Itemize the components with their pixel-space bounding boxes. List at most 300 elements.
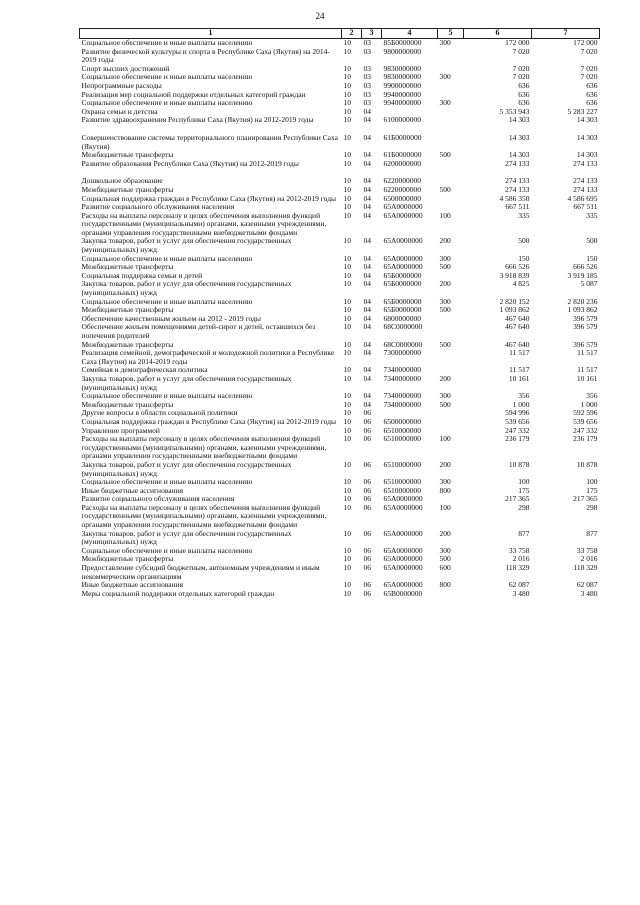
row-section: 10 (343, 106, 351, 116)
row-target-code: 7300000000 (383, 348, 421, 358)
row-name: Закупка товаров, работ и услуг для обеспечения государственных (муниципальных) нужд (81, 279, 292, 298)
row-amount-year1: 100 (518, 477, 530, 487)
row-subsection: 04 (363, 262, 371, 272)
row-amount-year1: 14 303 (508, 132, 530, 142)
row-amount-year2: 118 329 (573, 563, 598, 573)
row-section: 10 (343, 494, 351, 504)
row-name: Иные бюджетные ассигнования (81, 485, 184, 495)
row-target-code: 65А0000000 (383, 253, 423, 263)
table-row (80, 212, 600, 238)
row-amount-year1: 335 (518, 210, 530, 220)
row-amount-year2: 62 087 (576, 580, 598, 590)
row-amount-year2: 175 (586, 485, 598, 495)
row-name: Расходы на выплаты персоналу в целях обеспечения выполнения функций государственными (муниципальными) органами, казенными учреждениями, органами управления государственными внебюджетными фондами (81, 502, 327, 530)
row-subsection: 06 (363, 425, 371, 435)
row-name: Межбюджетные трансферты (81, 262, 174, 272)
row-subsection: 03 (363, 46, 371, 56)
row-subsection: 04 (363, 296, 371, 306)
row-expense-type: 100 (439, 210, 451, 220)
row-amount-year2: 298 (586, 502, 598, 512)
row-subsection: 03 (363, 72, 371, 82)
row-section: 10 (343, 416, 351, 426)
row-section: 10 (343, 459, 351, 469)
row-expense-type (438, 418, 464, 427)
table-row (80, 375, 600, 392)
row-amount-year1: 636 (518, 98, 530, 108)
row-name: Расходы на выплаты персоналу в целях обеспечения выполнения функций государственными (муниципальными) органами, казенными учреждениями, органами управления государственными внебюджетными фондами (81, 434, 327, 461)
row-expense-type: 500 (439, 262, 451, 272)
row-subsection: 04 (363, 322, 371, 332)
row-name: Развитие образования Республики Саха (Якутия) на 2012-2019 годы (81, 158, 299, 168)
row-name: Межбюджетные трансферты (81, 150, 174, 160)
row-amount-year1: 62 087 (508, 580, 530, 590)
row-section: 10 (343, 262, 351, 272)
row-expense-type (438, 349, 464, 366)
row-name: Реализация семейной, демографической и молодежной политики в Республике Саха (Якутия) на 2014-2019 годы (81, 348, 335, 366)
row-expense-type: 800 (439, 485, 451, 495)
row-expense-type: 800 (439, 580, 451, 590)
row-amount-year1: 877 (518, 528, 530, 538)
row-section: 10 (343, 279, 351, 289)
row-subsection: 06 (363, 554, 371, 564)
row-amount-year1: 666 526 (505, 262, 530, 272)
row-amount-year2: 636 (586, 89, 598, 99)
row-expense-type (438, 82, 464, 91)
row-subsection: 04 (363, 132, 371, 142)
row-section: 10 (343, 46, 351, 56)
row-target-code: 9900000000 (383, 80, 421, 90)
row-section: 10 (343, 580, 351, 590)
row-amount-year1: 7 020 (512, 72, 530, 82)
row-amount-year2: 14 303 (576, 115, 598, 125)
row-expense-type (438, 590, 464, 599)
row-name: Социальное обеспечение и иные выплаты населению (81, 253, 253, 263)
row-section: 10 (343, 373, 351, 383)
row-amount-year2: 335 (586, 210, 598, 220)
row-expense-type: 200 (439, 373, 451, 383)
row-subsection: 06 (363, 563, 371, 573)
row-section: 10 (343, 176, 351, 186)
row-section: 10 (343, 425, 351, 435)
row-section: 10 (343, 391, 351, 401)
row-subsection: 04 (363, 193, 371, 203)
row-name: Другие вопросы в области социальной политики (81, 408, 238, 418)
row-amount-year2: 1 093 862 (567, 305, 598, 315)
table-row (80, 435, 600, 461)
row-target-code: 65Б0000000 (383, 279, 422, 289)
row-section: 10 (343, 184, 351, 194)
table-row (80, 280, 600, 297)
row-target-code: 6510000000 (383, 477, 421, 487)
row-target-code: 6510000000 (383, 425, 421, 435)
row-name: Закупка товаров, работ и услуг для обеспечения государственных (муниципальных) нужд (81, 373, 292, 392)
row-target-code: 65А0000000 (383, 554, 423, 564)
row-amount-year2: 7 020 (580, 63, 598, 73)
row-amount-year2: 14 303 (576, 132, 598, 142)
row-name: Реализация мер социальной поддержки отдельных категорий граждан (81, 89, 306, 99)
row-amount-year1: 5 353 943 (499, 106, 530, 116)
row-amount-year2: 539 656 (573, 416, 598, 426)
row-expense-type (438, 409, 464, 418)
row-subsection: 04 (363, 399, 371, 409)
row-expense-type: 600 (439, 563, 451, 573)
row-amount-year1: 274 133 (505, 158, 530, 168)
row-amount-year2: 5 087 (580, 279, 598, 289)
row-name: Межбюджетные трансферты (81, 305, 174, 315)
row-amount-year1: 236 179 (505, 434, 530, 444)
row-target-code: 65А0000000 (383, 563, 423, 573)
row-amount-year2: 11 517 (577, 365, 598, 375)
row-target-code: 7340000000 (383, 391, 421, 401)
row-section: 10 (343, 502, 351, 512)
row-amount-year1: 467 640 (505, 313, 530, 323)
row-section: 10 (343, 132, 351, 142)
row-section: 10 (343, 434, 351, 444)
row-amount-year2: 236 179 (573, 434, 598, 444)
row-amount-year1: 356 (518, 391, 530, 401)
row-subsection: 04 (363, 236, 371, 246)
row-name: Развитие здравоохранения Республики Саха (Якутия) на 2012-2019 годы (81, 115, 314, 125)
row-amount-year2: 7 020 (580, 46, 598, 56)
row-expense-type: 200 (439, 236, 451, 246)
row-subsection: 04 (363, 210, 371, 220)
row-amount-year1: 3 918 839 (499, 270, 530, 280)
row-expense-type: 100 (439, 434, 451, 444)
table-row (80, 504, 600, 530)
row-amount-year2: 10 161 (576, 373, 598, 383)
row-amount-year2: 11 517 (577, 348, 598, 358)
row-amount-year1: 11 517 (509, 365, 530, 375)
row-expense-type (438, 323, 464, 340)
table-row (80, 116, 600, 125)
row-amount-year1: 539 656 (505, 416, 530, 426)
row-amount-year2: 396 579 (573, 339, 598, 349)
row-amount-year1: 467 640 (505, 339, 530, 349)
row-amount-year1: 14 303 (508, 115, 530, 125)
row-name: Иные бюджетные ассигнования (81, 580, 184, 590)
row-target-code: 6500000000 (383, 416, 421, 426)
row-amount-year2: 150 (586, 253, 598, 263)
row-subsection: 06 (363, 545, 371, 555)
row-amount-year1: 500 (518, 236, 530, 246)
table-header-row (80, 29, 600, 39)
row-target-code: 6500000000 (383, 193, 421, 203)
row-section: 10 (343, 348, 351, 358)
row-section: 10 (343, 202, 351, 212)
row-amount-year1: 7 020 (512, 46, 530, 56)
row-expense-type: 100 (439, 502, 451, 512)
row-subsection: 04 (363, 158, 371, 168)
row-expense-type: 300 (439, 72, 451, 82)
row-expense-type: 300 (439, 38, 451, 47)
row-target-code: 7340000000 (383, 365, 421, 375)
table-row (80, 323, 600, 340)
row-expense-type: 500 (439, 554, 451, 564)
row-amount-year2: 667 511 (573, 202, 598, 212)
row-section: 10 (343, 399, 351, 409)
row-name: Развитие социального обслуживания населения (81, 494, 235, 504)
row-target-code: 65А0000000 (383, 494, 423, 504)
table-row (80, 168, 600, 186)
table-row (80, 125, 600, 151)
row-expense-type (438, 168, 464, 186)
row-amount-year1: 33 758 (508, 545, 530, 555)
row-amount-year1: 2 820 152 (499, 296, 530, 306)
row-amount-year1: 594 996 (505, 408, 530, 418)
row-amount-year2: 636 (586, 80, 598, 90)
row-amount-year2: 3 480 (580, 588, 598, 598)
row-name: Дошкольное образование (81, 176, 163, 186)
row-subsection: 06 (363, 485, 371, 495)
row-expense-type (438, 125, 464, 151)
row-expense-type (438, 48, 464, 65)
row-target-code: 65В0000000 (383, 588, 423, 598)
row-target-code: 65А0000000 (383, 545, 423, 555)
header-col-5: 5 (438, 29, 464, 39)
row-amount-year1: 118 329 (505, 563, 530, 573)
row-subsection: 04 (363, 313, 371, 323)
row-amount-year1: 1 000 (512, 399, 530, 409)
row-subsection: 06 (363, 588, 371, 598)
row-name: Обеспечение качественным жильем на 2012 - 2019 годы (81, 313, 261, 323)
row-target-code: 6510000000 (383, 485, 421, 495)
row-expense-type: 300 (439, 98, 451, 108)
row-amount-year1: 4 586 350 (499, 193, 530, 203)
row-section: 10 (343, 305, 351, 315)
row-target-code: 6220000000 (383, 184, 421, 194)
row-name: Охрана семьи и детства (81, 106, 158, 116)
row-subsection: 04 (363, 339, 371, 349)
row-amount-year2: 396 579 (573, 313, 598, 323)
row-expense-type: 500 (439, 184, 451, 194)
table-row (80, 564, 600, 581)
row-target-code: 85Б0000000 (383, 38, 422, 47)
row-name: Социальная поддержка граждан в Республике Саха (Якутия) на 2012-2019 годы (81, 416, 337, 426)
row-amount-year2: 14 303 (576, 150, 598, 160)
row-section: 10 (343, 210, 351, 220)
row-section: 10 (343, 115, 351, 125)
row-subsection: 06 (363, 502, 371, 512)
row-target-code: 9830000000 (383, 63, 421, 73)
row-target-code: 6100000000 (383, 115, 421, 125)
row-subsection: 03 (363, 89, 371, 99)
row-section: 10 (343, 193, 351, 203)
row-amount-year1: 10 878 (508, 459, 530, 469)
header-col-4: 4 (382, 29, 438, 39)
row-section: 10 (343, 588, 351, 598)
row-amount-year2: 100 (586, 477, 598, 487)
row-section: 10 (343, 528, 351, 538)
row-amount-year2: 7 020 (580, 72, 598, 82)
row-subsection: 04 (363, 202, 371, 212)
row-target-code: 9940000000 (383, 89, 421, 99)
row-target-code: 68С0000000 (383, 322, 423, 332)
row-name: Социальное обеспечение и иные выплаты населению (81, 38, 253, 47)
row-amount-year1: 175 (518, 485, 530, 495)
row-section: 10 (343, 236, 351, 246)
row-subsection: 06 (363, 434, 371, 444)
table-row (80, 530, 600, 547)
row-subsection: 04 (363, 253, 371, 263)
row-amount-year1: 247 332 (505, 425, 530, 435)
row-expense-type (438, 160, 464, 169)
table-row (80, 48, 600, 65)
row-expense-type: 200 (439, 528, 451, 538)
row-amount-year1: 636 (518, 80, 530, 90)
row-target-code: 6200000000 (383, 158, 421, 168)
row-amount-year1: 667 511 (505, 202, 530, 212)
row-expense-type (438, 108, 464, 117)
row-section: 10 (343, 408, 351, 418)
table-row (80, 237, 600, 254)
row-name: Предоставление субсидий бюджетным, автономным учреждениям и иным некоммерческим организациям (81, 563, 320, 581)
header-col-6: 6 (464, 29, 532, 39)
row-expense-type: 200 (439, 459, 451, 469)
row-amount-year1: 298 (518, 502, 530, 512)
row-section: 10 (343, 485, 351, 495)
row-expense-type: 300 (439, 477, 451, 487)
row-target-code: 9800000000 (383, 46, 421, 56)
row-expense-type: 300 (439, 545, 451, 555)
row-target-code: 65Б0000000 (383, 305, 422, 315)
row-amount-year1: 7 020 (512, 63, 530, 73)
row-target-code: 65Б0000000 (383, 270, 422, 280)
row-name: Управление программой (81, 425, 160, 435)
row-amount-year2: 217 365 (573, 494, 598, 504)
row-expense-type: 500 (439, 305, 451, 315)
row-amount-year1: 636 (518, 89, 530, 99)
header-col-1: 1 (80, 29, 342, 39)
row-target-code: 65Б0000000 (383, 296, 422, 306)
row-amount-year1: 274 133 (505, 184, 530, 194)
row-expense-type: 300 (439, 253, 451, 263)
row-name: Межбюджетные трансферты (81, 339, 174, 349)
row-section: 10 (343, 150, 351, 160)
row-section: 10 (343, 477, 351, 487)
row-section: 10 (343, 563, 351, 573)
row-subsection: 04 (363, 184, 371, 194)
table-row (80, 349, 600, 366)
row-target-code: 65А0000000 (383, 580, 423, 590)
row-amount-year1: 3 480 (512, 588, 530, 598)
header-col-2: 2 (342, 29, 362, 39)
row-name: Непрограммные расходы (81, 80, 162, 90)
row-name: Социальное обеспечение и иные выплаты населению (81, 391, 253, 401)
row-expense-type: 200 (439, 279, 451, 289)
table-row (80, 461, 600, 478)
row-target-code: 61Б0000000 (383, 150, 422, 160)
row-name: Социальное обеспечение и иные выплаты населению (81, 545, 253, 555)
page-number: 24 (315, 11, 325, 21)
row-target-code: 7340000000 (383, 373, 421, 383)
row-target-code: 6510000000 (383, 459, 421, 469)
row-section: 10 (343, 296, 351, 306)
row-name: Совершенствование системы территориального планирования Республики Саха (Якутия) (81, 132, 338, 151)
row-section: 10 (343, 545, 351, 555)
row-subsection: 04 (363, 176, 371, 186)
row-subsection: 03 (363, 38, 371, 47)
row-subsection: 04 (363, 391, 371, 401)
row-expense-type: 500 (439, 150, 451, 160)
row-target-code: 65А0000000 (383, 502, 423, 512)
row-section: 10 (343, 554, 351, 564)
row-target-code: 65А0000000 (383, 236, 423, 246)
row-amount-year2: 247 332 (573, 425, 598, 435)
row-name: Закупка товаров, работ и услуг для обеспечения государственных (муниципальных) нужд (81, 528, 292, 547)
row-amount-year1: 467 640 (505, 322, 530, 332)
row-subsection: 03 (363, 63, 371, 73)
row-target-code: 65А0000000 (383, 202, 423, 212)
row-target-code: 65А0000000 (383, 210, 423, 220)
row-amount-year2: 10 878 (576, 459, 598, 469)
row-amount-year1: 172 000 (505, 38, 530, 47)
row-subsection: 03 (363, 98, 371, 108)
row-target-code: 61Б0000000 (383, 132, 422, 142)
row-section: 10 (343, 365, 351, 375)
row-amount-year1: 4 825 (512, 279, 530, 289)
row-name: Межбюджетные трансферты (81, 184, 174, 194)
row-subsection: 06 (363, 528, 371, 538)
row-expense-type (438, 195, 464, 204)
row-subsection: 04 (363, 106, 371, 116)
row-amount-year1: 274 133 (505, 176, 530, 186)
row-section: 10 (343, 270, 351, 280)
row-amount-year1: 11 517 (509, 348, 530, 358)
row-section: 10 (343, 98, 351, 108)
row-name: Закупка товаров, работ и услуг для обеспечения государственных (муниципальных) нужд (81, 236, 292, 255)
row-target-code: 6220000000 (383, 176, 421, 186)
row-section: 10 (343, 80, 351, 90)
row-name: Расходы на выплаты персоналу в целях обеспечения выполнения функций государственными (муниципальными) органами, казенными учреждениями, органами управления государственными внебюджетными фондами (81, 210, 327, 237)
row-target-code: 6510000000 (383, 434, 421, 444)
row-subsection: 04 (363, 365, 371, 375)
row-amount-year2: 500 (586, 236, 598, 246)
row-name: Социальное обеспечение и иные выплаты населению (81, 296, 253, 306)
row-amount-year2: 3 919 185 (567, 270, 598, 280)
row-target-code: 7340000000 (383, 399, 421, 409)
row-subsection: 04 (363, 279, 371, 289)
row-subsection: 06 (363, 580, 371, 590)
row-subsection: 06 (363, 477, 371, 487)
row-name: Социальное обеспечение и иные выплаты населению (81, 477, 253, 487)
row-amount-year1: 10 161 (508, 373, 530, 383)
row-amount-year2: 274 133 (573, 158, 598, 168)
row-expense-type (438, 315, 464, 324)
row-section: 10 (343, 38, 351, 47)
table-row (80, 160, 600, 169)
row-amount-year2: 636 (586, 98, 598, 108)
row-name: Социальное обеспечение и иные выплаты населению (81, 72, 253, 82)
row-name: Меры социальной поддержки отдельных категорий граждан (81, 588, 275, 598)
row-expense-type: 500 (439, 339, 451, 349)
row-amount-year2: 274 133 (573, 176, 598, 186)
row-target-code: 68С0000000 (383, 339, 423, 349)
row-name: Спорт высших достижений (81, 63, 170, 73)
row-amount-year1: 2 016 (512, 554, 530, 564)
row-subsection: 06 (363, 459, 371, 469)
row-name: Семейная и демографическая политика (81, 365, 208, 375)
row-name: Закупка товаров, работ и услуг для обеспечения государственных (муниципальных) нужд (81, 459, 292, 478)
row-section: 10 (343, 322, 351, 332)
row-amount-year2: 877 (586, 528, 598, 538)
row-amount-year2: 172 000 (573, 38, 598, 47)
row-amount-year2: 274 133 (573, 184, 598, 194)
row-section: 10 (343, 72, 351, 82)
row-name: Развитие социального обслуживания населения (81, 202, 235, 212)
row-name: Социальная поддержка семьи и детей (81, 270, 203, 280)
row-name: Межбюджетные трансферты (81, 554, 174, 564)
row-section: 10 (343, 313, 351, 323)
